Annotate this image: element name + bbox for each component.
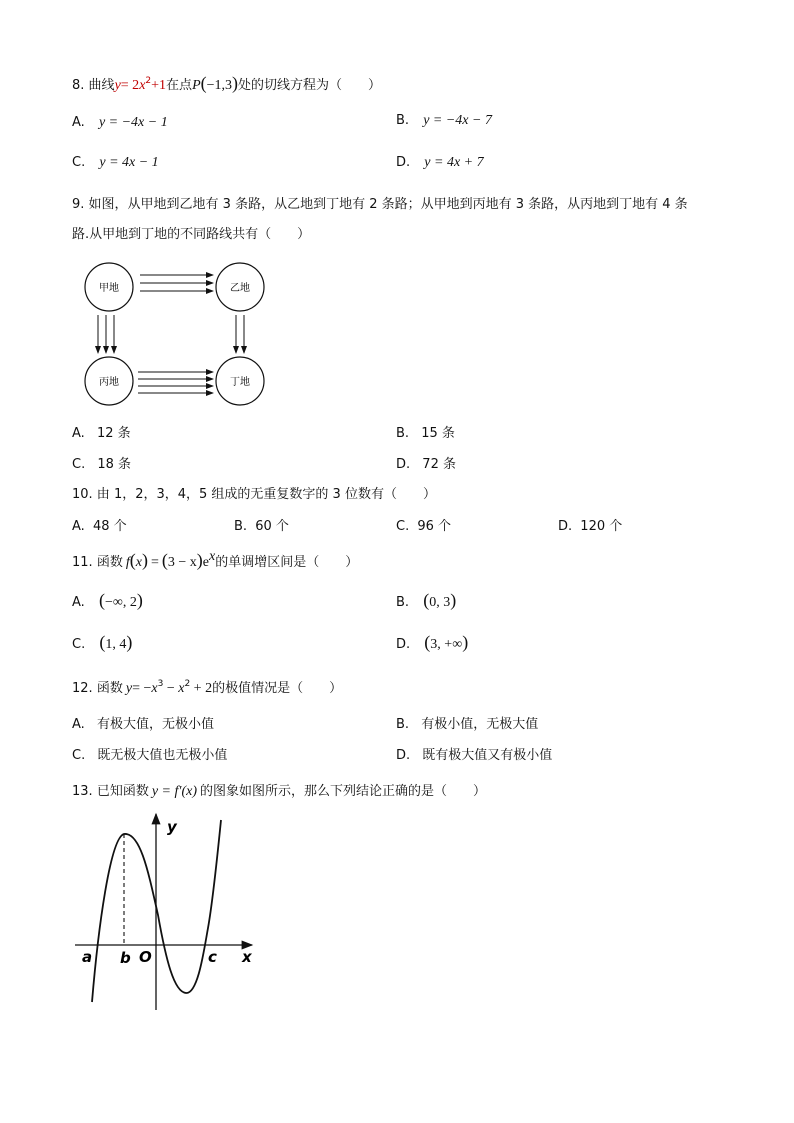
point-a-label: a	[82, 948, 93, 966]
q12-option-b[interactable]	[396, 713, 538, 732]
q8-eq-y: y	[114, 78, 121, 93]
q11-number: 11.	[72, 555, 93, 570]
q9-option-c[interactable]	[72, 453, 131, 472]
option-label: A.	[72, 595, 85, 610]
q8-eq-rhs-a: = 2	[120, 78, 140, 93]
option-label: D.	[396, 457, 411, 472]
q12-eq-x2: x	[178, 681, 185, 696]
q12-option-a[interactable]	[72, 713, 214, 732]
q10-option-d[interactable]	[558, 515, 622, 534]
q8-option-d[interactable]	[396, 155, 484, 171]
q13-text-a: 已知函数	[96, 784, 149, 799]
q8-text-c: 处的切线方程为（ ）	[238, 78, 382, 93]
option-label: C.	[72, 155, 86, 170]
q10-stem: 10. 由 1，2，3，4，5 组成的无重复数字的 3 位数有（ ）	[72, 487, 436, 502]
option-text: 60 个	[255, 519, 289, 534]
q8-stem: 8. 曲线$y= 2x^2+1$在点P(−1,3)处的切线方程为（ ）	[72, 73, 382, 93]
q11-option-a[interactable]: A. (−∞, 2)	[72, 590, 143, 610]
q12-option-d[interactable]	[396, 744, 552, 763]
option-label: B.	[396, 426, 410, 441]
option-expr: y = −4x − 7	[423, 113, 492, 128]
option-expr: y = 4x + 7	[424, 155, 484, 170]
option-label: B.	[234, 519, 248, 534]
q9-option-d[interactable]	[396, 453, 456, 472]
option-label: D.	[396, 748, 411, 763]
q8-eq-rhs-b: +1	[151, 78, 167, 93]
arrows-bing-to-ding	[138, 372, 213, 393]
q8-option-c[interactable]	[72, 155, 159, 171]
q11-func: f	[125, 555, 130, 570]
q12-text-a: 函数	[96, 681, 123, 696]
q11-option-c[interactable]: C. (1, 4)	[72, 632, 133, 652]
option-label: D.	[558, 519, 573, 534]
q8-text-b: 在点	[166, 78, 193, 93]
option-text: 15 条	[421, 426, 455, 441]
route-diagram	[70, 255, 290, 415]
option-interval: 1, 4	[105, 637, 127, 652]
option-text: 48 个	[92, 519, 127, 534]
option-label: A.	[72, 717, 85, 732]
option-label: D.	[396, 155, 411, 170]
q12-number: 12.	[72, 681, 93, 696]
option-label: D.	[396, 637, 411, 652]
option-expr: y = −4x − 1	[98, 115, 168, 130]
q8-text-a: 曲线	[88, 78, 115, 93]
option-label: B.	[396, 717, 410, 732]
option-expr: y = 4x − 1	[99, 155, 159, 170]
q11-var: x	[135, 555, 142, 570]
q11-exp: x	[208, 549, 216, 564]
option-text: 18 条	[97, 457, 132, 472]
option-text: 96 个	[417, 519, 452, 534]
option-interval: 3, +∞	[430, 637, 463, 652]
q11-text-a: 函数	[96, 555, 123, 570]
q12-eq-c: + 2	[190, 681, 213, 696]
option-interval: −∞, 2	[104, 595, 137, 610]
q11-text-b: 的单调增区间是（ ）	[215, 555, 359, 570]
point-c-label: c	[208, 948, 217, 966]
option-label: C.	[72, 637, 86, 652]
q10-option-a[interactable]	[72, 515, 127, 534]
q12-eq-e2: 2	[184, 679, 191, 689]
q8-point-coords: −1,3	[206, 78, 233, 93]
q8-option-a[interactable]	[72, 115, 168, 131]
derivative-graph	[70, 810, 260, 1020]
x-axis-label: x	[242, 948, 252, 966]
q8-number: 8.	[72, 78, 85, 93]
q9-option-a[interactable]	[72, 422, 131, 441]
option-text: 72 条	[422, 457, 456, 472]
q12-eq-y: y	[125, 681, 133, 696]
q12-eq-x1: x	[151, 681, 158, 696]
q12-eq-a: = −	[132, 681, 152, 696]
q12-eq-e1: 3	[157, 679, 164, 689]
q11-option-b[interactable]: B. (0, 3)	[396, 590, 457, 610]
option-text: 有极小值，无极大值	[421, 717, 539, 732]
arrows-jia-to-yi	[140, 275, 213, 291]
arrows-yi-to-ding	[236, 315, 244, 353]
option-text: 既无极大值也无极小值	[97, 748, 228, 763]
q12-eq-b: −	[163, 681, 179, 696]
option-text: 有极大值，无极小值	[96, 717, 214, 732]
q12-text-b: 的极值情况是（ ）	[212, 681, 343, 696]
q12-option-c[interactable]	[72, 744, 227, 763]
q13-eq: y = f′(x)	[151, 784, 197, 799]
option-interval: 0, 3	[429, 595, 451, 610]
q8-eq-x: x	[139, 78, 146, 93]
option-label: B.	[396, 595, 410, 610]
option-text: 既有极大值又有极小值	[422, 748, 553, 763]
option-text: 120 个	[580, 519, 623, 534]
q11-option-d[interactable]: D. (3, +∞)	[396, 632, 469, 652]
option-label: C.	[396, 519, 410, 534]
node-yi-label: 乙地	[230, 283, 250, 294]
option-label: C.	[72, 748, 86, 763]
option-label: A.	[72, 426, 85, 441]
q12-stem	[72, 677, 342, 697]
node-bing-label: 丙地	[99, 377, 119, 388]
q8-point-name: P	[192, 78, 201, 93]
q13-stem	[72, 780, 486, 800]
q9-stem-line1: 9. 如图，从甲地到乙地有 3 条路，从乙地到丁地有 2 条路；从甲地到丙地有 3 条路，从丙地到丁地有 4 条	[72, 197, 688, 212]
arrows-jia-to-bing	[98, 315, 114, 353]
q13-number: 13.	[72, 784, 93, 799]
q10-option-b[interactable]	[234, 515, 289, 534]
origin-label: O	[139, 948, 152, 966]
option-label: A.	[72, 519, 85, 534]
option-text: 12 条	[96, 426, 131, 441]
q13-text-b: 的图象如图所示，那么下列结论正确的是（ ）	[200, 784, 487, 799]
node-jia-label: 甲地	[99, 283, 119, 294]
q11-factor: 3 − x	[167, 555, 197, 570]
q11-eq: =	[150, 555, 159, 570]
option-label: B.	[396, 113, 410, 128]
q8-eq-exp: 2	[145, 76, 152, 86]
q8-option-b[interactable]	[396, 113, 492, 129]
q10-option-c[interactable]	[396, 515, 451, 534]
node-ding-label: 丁地	[230, 377, 250, 388]
q11-stem: 11. 函数 $f(x) = (3 - x)e^x$的单调增区间是（ ）	[72, 549, 359, 570]
option-label: C.	[72, 457, 86, 472]
q9-option-b[interactable]	[396, 422, 455, 441]
q11-base: e	[202, 555, 209, 570]
option-label: A.	[72, 115, 85, 130]
point-b-label: b	[120, 949, 131, 967]
y-axis-label: y	[167, 818, 177, 836]
q9-stem-line2: 路.从甲地到丁地的不同路线共有（ ）	[72, 227, 311, 242]
